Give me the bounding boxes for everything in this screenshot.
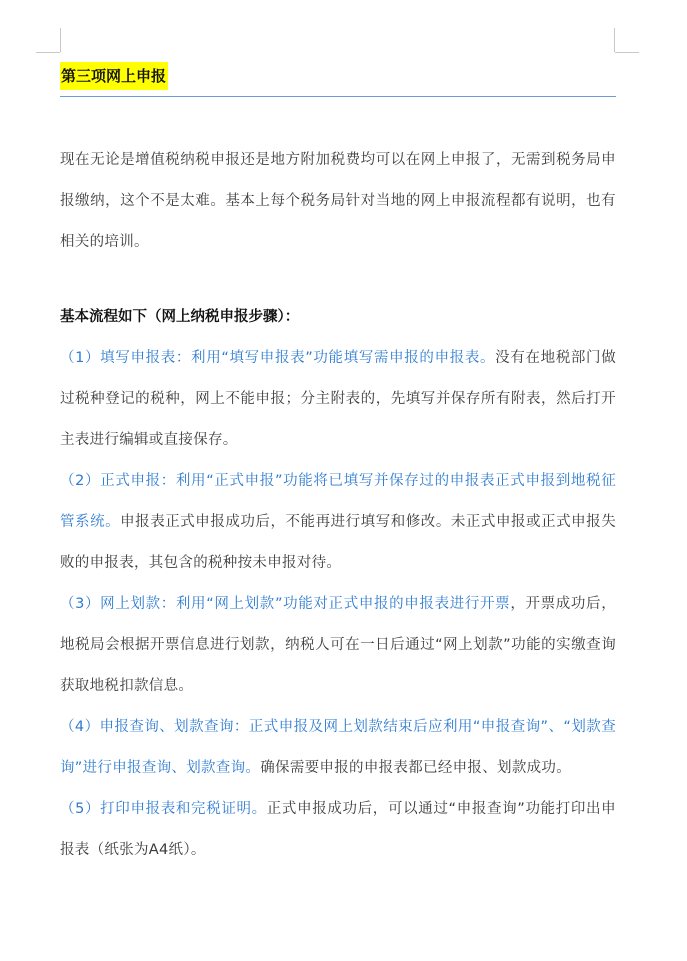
step-5 (60, 789, 616, 871)
step-1-lead: （1）填写申报表：利用“填写申报表”功能填写需申报的申报表。 (60, 350, 496, 366)
crop-mark-top-left-h (36, 52, 60, 53)
step-2-lead: （2）正式申报：利用“正式申报”功能将已填写并保存过的申报表正式申报到地税征管系统。 (60, 473, 616, 530)
step-5-lead: （5）打印申报表和完税证明。 (60, 801, 267, 817)
crop-mark-top-right-v (614, 28, 615, 52)
step-1-body: 没有在地税部门做过税种登记的税种，网上不能申报；分主附表的，先填写并保存所有附表，然后打开主表进行编辑或直接保存。 (60, 350, 617, 448)
document-page (60, 58, 616, 871)
step-1 (60, 338, 616, 461)
step-4-body: 确保需要申报的申报表都已经申报、划款成功。 (260, 760, 572, 776)
intro-paragraph: 现在无论是增值税纳税申报还是地方附加税费均可以在网上申报了，无需到税务局申报缴纳，这个不是太难。基本上每个税务局针对当地的网上申报流程都有说明，也有相关的培训。 (60, 152, 616, 250)
step-3 (60, 584, 616, 707)
step-3-lead: （3）网上划款：利用“网上划款”功能对正式申报的申报表进行开票 (60, 596, 511, 612)
step-2-body: 申报表正式申报成功后，不能再进行填写和修改。未正式申报或正式申报失败的申报表，其包含的税种按未申报对待。 (60, 514, 616, 571)
crop-mark-top-left-v (60, 28, 61, 52)
step-4 (60, 707, 616, 789)
step-4-lead: （4）申报查询、划款查询：正式申报及网上划款结束后应利用“申报查询”、“划款查询”进行申报查询、划款查询。 (60, 719, 616, 776)
heading-block (60, 58, 616, 97)
step-2 (60, 461, 616, 584)
step-3-body: ，开票成功后，地税局会根据开票信息进行划款，纳税人可在一日后通过“网上划款”功能的实缴查询获取地税扣款信息。 (60, 596, 616, 694)
section-heading: 第三项网上申报 (60, 62, 168, 90)
step-5-body: 正式申报成功后，可以通过“申报查询”功能打印出申报表（纸张为A4纸）。 (60, 801, 616, 858)
crop-mark-top-right-h (615, 52, 639, 53)
steps-title: 基本流程如下（网上纳税申报步骤）： (60, 309, 300, 325)
